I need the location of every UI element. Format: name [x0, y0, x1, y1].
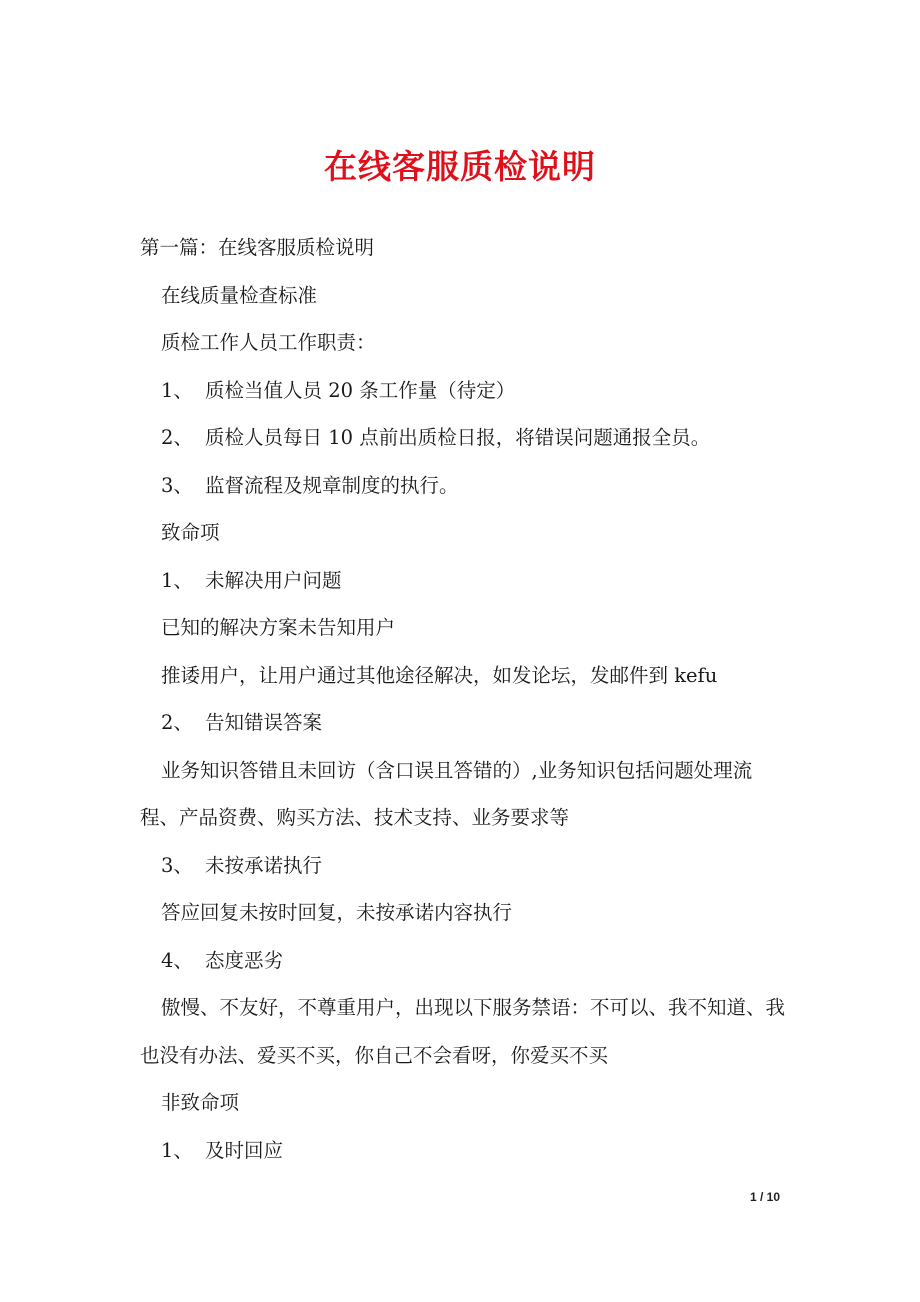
list-text: 质检人员每日 10 点前出质检日报，将错误问题通报全员。 [205, 426, 711, 449]
section-heading: 致命项 [161, 521, 220, 544]
paragraph: 质检工作人员工作职责： [161, 331, 376, 354]
list-item [140, 414, 790, 462]
paragraph: 业务知识答错且未回访（含口误且答错的）,业务知识包括问题处理流程、产品资费、购买方法、技术支持、业务要求等 [140, 758, 753, 829]
list-text: 告知错误答案 [205, 711, 323, 734]
list-number: 2、 [161, 711, 193, 734]
list-number: 3、 [161, 473, 193, 497]
list-item [140, 699, 790, 747]
list-item [140, 367, 790, 415]
paragraph: 傲慢、不友好，不尊重用户，出现以下服务禁语：不可以、我不知道、我也没有办法、爱买不买，你自己不会看呀，你爱买不买 [140, 996, 786, 1067]
list-number: 2、 [161, 426, 193, 449]
list-text: 态度恶劣 [205, 948, 284, 972]
list-item [140, 1127, 790, 1175]
list-text: 质检当值人员 20 条工作量（待定） [205, 378, 516, 402]
list-item [140, 462, 790, 510]
list-number: 1、 [161, 1138, 193, 1162]
document-body [140, 224, 790, 1174]
paragraph: 已知的解决方案未告知用户 [161, 616, 396, 639]
paragraph: 在线质量检查标准 [161, 283, 318, 307]
list-text: 未按承诺执行 [205, 853, 323, 877]
section-heading: 非致命项 [161, 1091, 240, 1114]
paragraph: 答应回复未按时回复，未按承诺内容执行 [161, 901, 513, 924]
list-item [140, 842, 790, 890]
list-text: 监督流程及规章制度的执行。 [205, 473, 459, 497]
document-title: 在线客服质检说明 [324, 147, 596, 186]
list-text: 未解决用户问题 [205, 568, 342, 592]
list-item [140, 937, 790, 985]
list-number: 3、 [161, 853, 193, 877]
list-number: 1、 [161, 568, 193, 592]
paragraph: 第一篇：在线客服质检说明 [140, 236, 375, 259]
list-number: 4、 [161, 948, 193, 972]
list-text: 及时回应 [205, 1138, 284, 1162]
list-item [140, 557, 790, 605]
page-indicator: 1 / 10 [749, 1190, 780, 1204]
list-number: 1、 [161, 378, 193, 402]
paragraph: 推诿用户，让用户通过其他途径解决，如发论坛，发邮件到 kefu [161, 663, 718, 687]
